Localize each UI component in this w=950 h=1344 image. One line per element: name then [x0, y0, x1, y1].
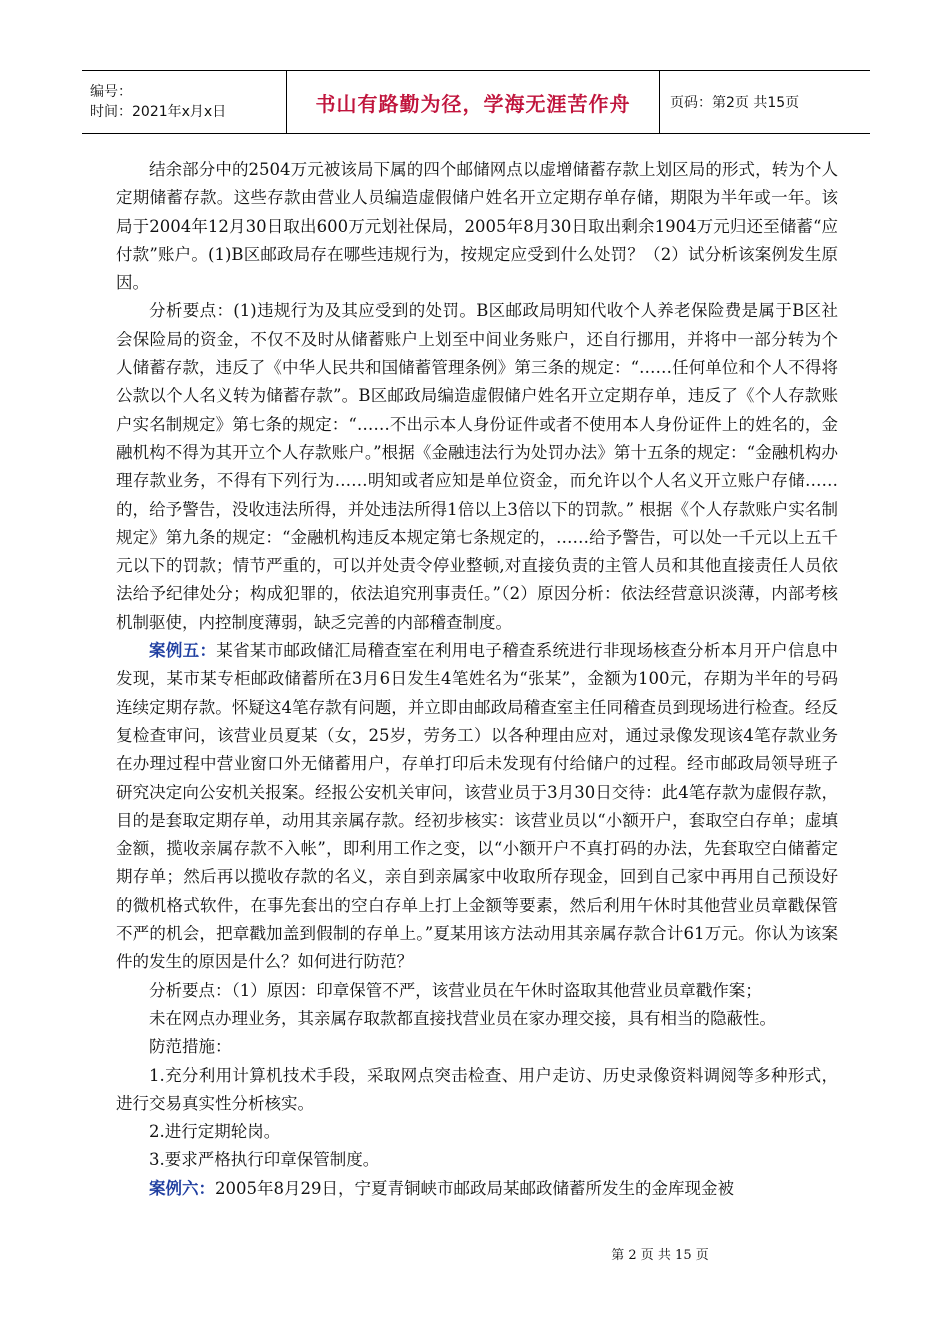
body-paragraph: 分析要点：(1)违规行为及其应受到的处罚。B区邮政局明知代收个人养老保险费是属于B区社会保险局的资金，不仅不及时从储蓄账户上划至中间业务账户，还自行挪用，并将中一部分转为个人储蓄存款，违反了《中华人民共和国储蓄管理条例》第三条的规定：“……任何单位和个人不得将公款以个人名义转为储蓄存款”。B区邮政局编造虚假储户姓名开立定期存单，违反了《个人存款账户实名制规定》第七条的规定：“……不出示本人身份证件或者不使用本人身份证件上的姓名的，金融机构不得为其开立个人存款账户。”根据《金融违法行为处罚办法》第十五条的规定：“金融机构办理存款业务，不得有下列行为……明知或者应知是单位资金，而允许以个人名义开立账户存储……的，给予警告，没收违法所得，并处违法所得1倍以上3倍以下的罚款。” 根据《个人存款账户实名制规定》第九条的规定：“金融机构违反本规定第七条规定的，……给予警告，可以处一千元以上五千元以下的罚款；情节严重的，可以并处责令停业整顿,对直接负责的主管人员和其他直接责任人员依法给予纪律处分；构成犯罪的，依法追究刑事责任。”（2）原因分析：依法经营意识淡薄，内部考核机制驱使，内控制度薄弱，缺乏完善的内部稽查制度。 [116, 301, 838, 632]
page-footer: 第 2 页 共 15 页 [611, 1248, 709, 1263]
case-five-paragraph [116, 637, 838, 977]
page-header [82, 70, 870, 134]
header-motto: 书山有路勤为径，学海无涯苦作舟 [315, 91, 631, 116]
header-page-info: 页码：第2页 共15页 [670, 95, 800, 111]
prevention-heading: 防范措施： [149, 1037, 232, 1057]
header-meta [82, 71, 287, 133]
document-number-label: 编号： [90, 84, 132, 100]
prevention-item: 1.充分利用计算机技术手段，采取网点突击检查、用户走访、历史录像资料调阅等多种形式，进行交易真实性分析核实。 [116, 1065, 838, 1113]
prevention-item: 2.进行定期轮岗。 [149, 1122, 281, 1142]
case-six-paragraph [116, 1175, 838, 1203]
analysis-paragraph: 未在网点办理业务，其亲属存取款都直接找营业员在家办理交接，具有相当的隐蔽性。 [149, 1008, 776, 1028]
case-six-label: 案例六： [149, 1178, 215, 1198]
document-date: 时间：2021年x月x日 [90, 104, 227, 120]
document-body [116, 156, 838, 1203]
case-five-label: 案例五： [149, 641, 217, 661]
analysis-paragraph: 分析要点：（1）原因：印章保管不严，该营业员在午休时盗取其他营业员章戳作案； [149, 980, 762, 1000]
case-six-text: 2005年8月29日，宁夏青铜峡市邮政局某邮政储蓄所发生的金库现金被 [215, 1178, 734, 1198]
prevention-item: 3.要求严格执行印章保管制度。 [149, 1150, 380, 1170]
case-five-text: 某省某市邮政储汇局稽查室在利用电子稽查系统进行非现场核查分析本月开户信息中发现，某市某专柜邮政储蓄所在3月6日发生4笔姓名为“张某”，金额为100元，存期为半年的号码连续定期存款。怀疑这4笔存款有问题，并立即由邮政局稽查室主任同稽查员到现场进行检查。经反复检查审问，该营业员夏某（女，25岁，劳务工）以各种理由应对，通过录像发现该4笔存款业务在办理过程中营业窗口外无储蓄用户，存单打印后未发现有付给储户的过程。经市邮政局领导班子研究决定向公安机关报案。经报公安机关审问，该营业员于3月30日交待：此4笔存款为虚假存款，目的是套取定期存单，动用其亲属存款。经初步核实：该营业员以“小额开户，套取空白存单；虚填金额，揽收亲属存款不入帐”，即利用工作之变，以“小额开户不真打码的办法，先套取空白储蓄定期存单；然后再以揽收存款的名义，亲自到亲属家中收取所存现金，回到自己家中再用自己预设好的微机格式软件，在事先套出的空白存单上打上金额等要素，然后利用午休时其他营业员章戳保管不严的机会，把章戳加盖到假制的存单上。”夏某用该方法动用其亲属存款合计61万元。你认为该案件的发生的原因是什么？如何进行防范？ [116, 641, 838, 972]
body-paragraph: 结余部分中的2504万元被该局下属的四个邮储网点以虚增储蓄存款上划区局的形式，转为个人定期储蓄存款。这些存款由营业人员编造虚假储户姓名开立定期存单存储，期限为半年或一年。该局于2004年12月30日取出600万元划社保局，2005年8月30日取出剩余1904万元归还至储蓄“应付款”账户。(1)B区邮政局存在哪些违规行为，按规定应受到什么处罚？（2）试分析该案例发生原因。 [116, 160, 838, 293]
header-motto-cell [287, 71, 660, 133]
header-page-info-cell [660, 71, 870, 133]
